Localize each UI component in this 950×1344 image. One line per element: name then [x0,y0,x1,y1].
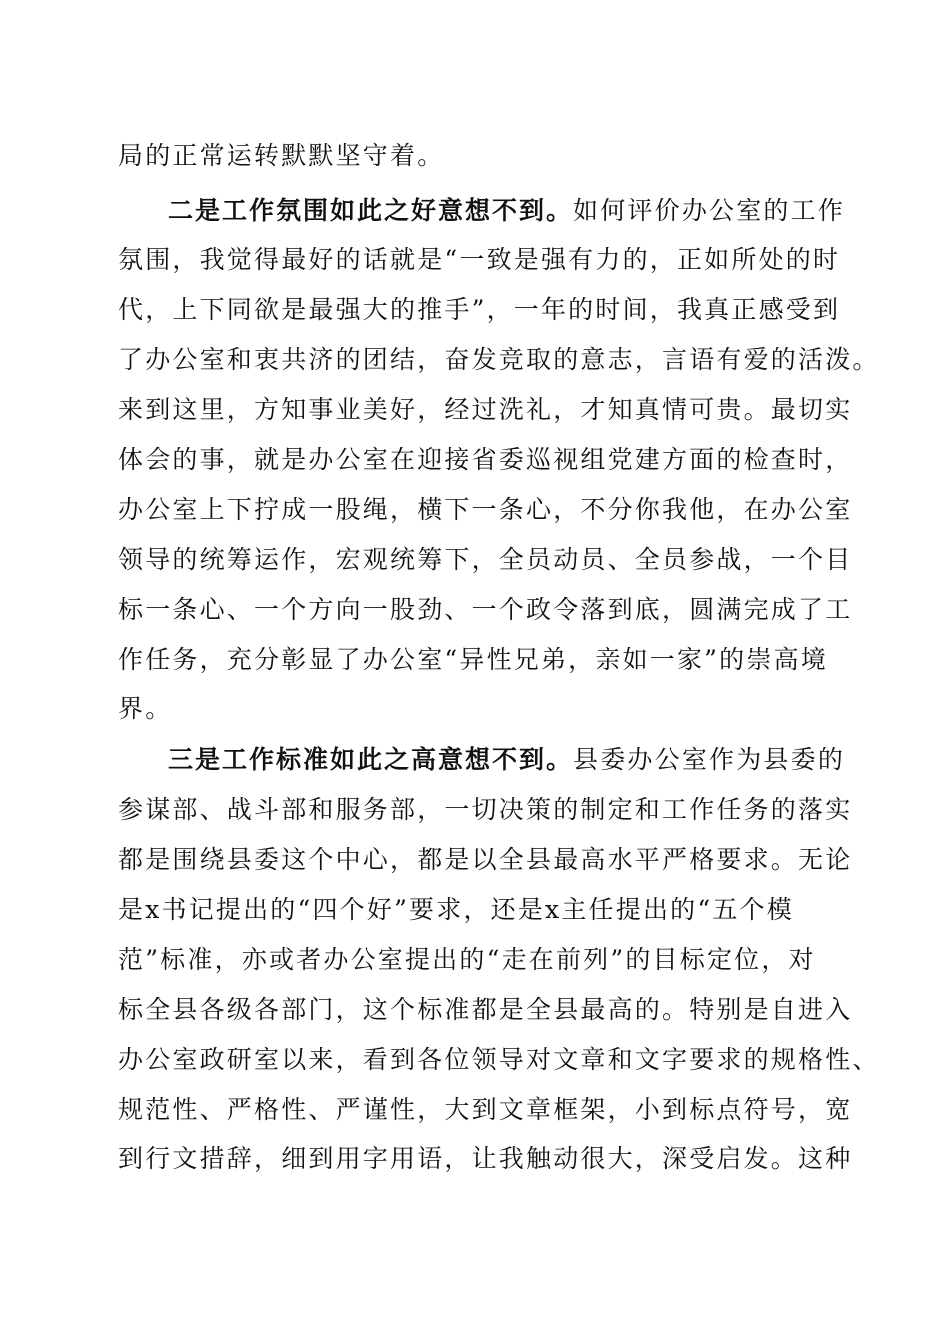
paragraph-2-line-7: 办公室上下拧成一股绳，横下一条心，不分你我他，在办公室 [118,495,853,524]
paragraph-2-first-line-text: 如何评价办公室的工作 [573,196,846,225]
paragraph-2-line-3: 代，上下同欲是最强大的推手”，一年的时间，我真正感受到 [118,295,841,324]
paragraph-2-line-10: 作任务，充分彰显了办公室“异性兄弟，亲如一家”的崇高境 [118,645,828,674]
paragraph-2-line-6: 体会的事，就是办公室在迎接省委巡视组党建方面的检查时， [118,445,853,474]
paragraph-2-heading: 二是工作氛围如此之好意想不到。 [168,196,574,225]
paragraph-3-first-line [168,745,845,775]
paragraph-1-line-1: 局的正常运转默默坚守着。 [118,141,445,170]
paragraph-2-line-5: 来到这里，方知事业美好，经过洗礼，才知真情可贵。最切实 [118,395,853,424]
paragraph-2-line-11: 界。 [118,694,173,723]
paragraph-3-heading: 三是工作标准如此之高意想不到。 [168,745,574,774]
paragraph-3-line-3: 都是围绕县委这个中心，都是以全县最高水平严格要求。无论 [118,845,853,874]
paragraph-2-line-9: 标一条心、一个方向一股劲、一个政令落到底，圆满完成了工 [118,595,853,624]
paragraph-2-line-2: 氛围，我觉得最好的话就是“一致是强有力的，正如所处的时 [118,245,841,274]
paragraph-3-line-7: 办公室政研室以来，看到各位领导对文章和文字要求的规格性、 [118,1045,880,1074]
paragraph-3-line-2: 参谋部、战斗部和服务部，一切决策的制定和工作任务的落实 [118,795,853,824]
paragraph-3-line-4: 是x书记提出的“四个好”要求，还是x主任提出的“五个模 [118,895,794,924]
paragraph-3-first-line-text: 县委办公室作为县委的 [573,745,846,774]
paragraph-2-line-8: 领导的统筹运作，宏观统筹下，全员动员、全员参战，一个目 [118,545,853,574]
paragraph-3-line-9: 到行文措辞，细到用字用语，让我触动很大，深受启发。这种 [118,1144,853,1173]
paragraph-3-line-6: 标全县各级各部门，这个标准都是全县最高的。特别是自进入 [118,995,853,1024]
paragraph-3-line-8: 规范性、严格性、严谨性，大到文章框架，小到标点符号，宽 [118,1095,853,1124]
paragraph-2-line-4: 了办公室和衷共济的团结，奋发竞取的意志，言语有爱的活泼。 [118,345,880,374]
paragraph-3-line-5: 范”标准，亦或者办公室提出的“走在前列”的目标定位，对 [118,945,816,974]
paragraph-2-first-line [168,196,845,226]
